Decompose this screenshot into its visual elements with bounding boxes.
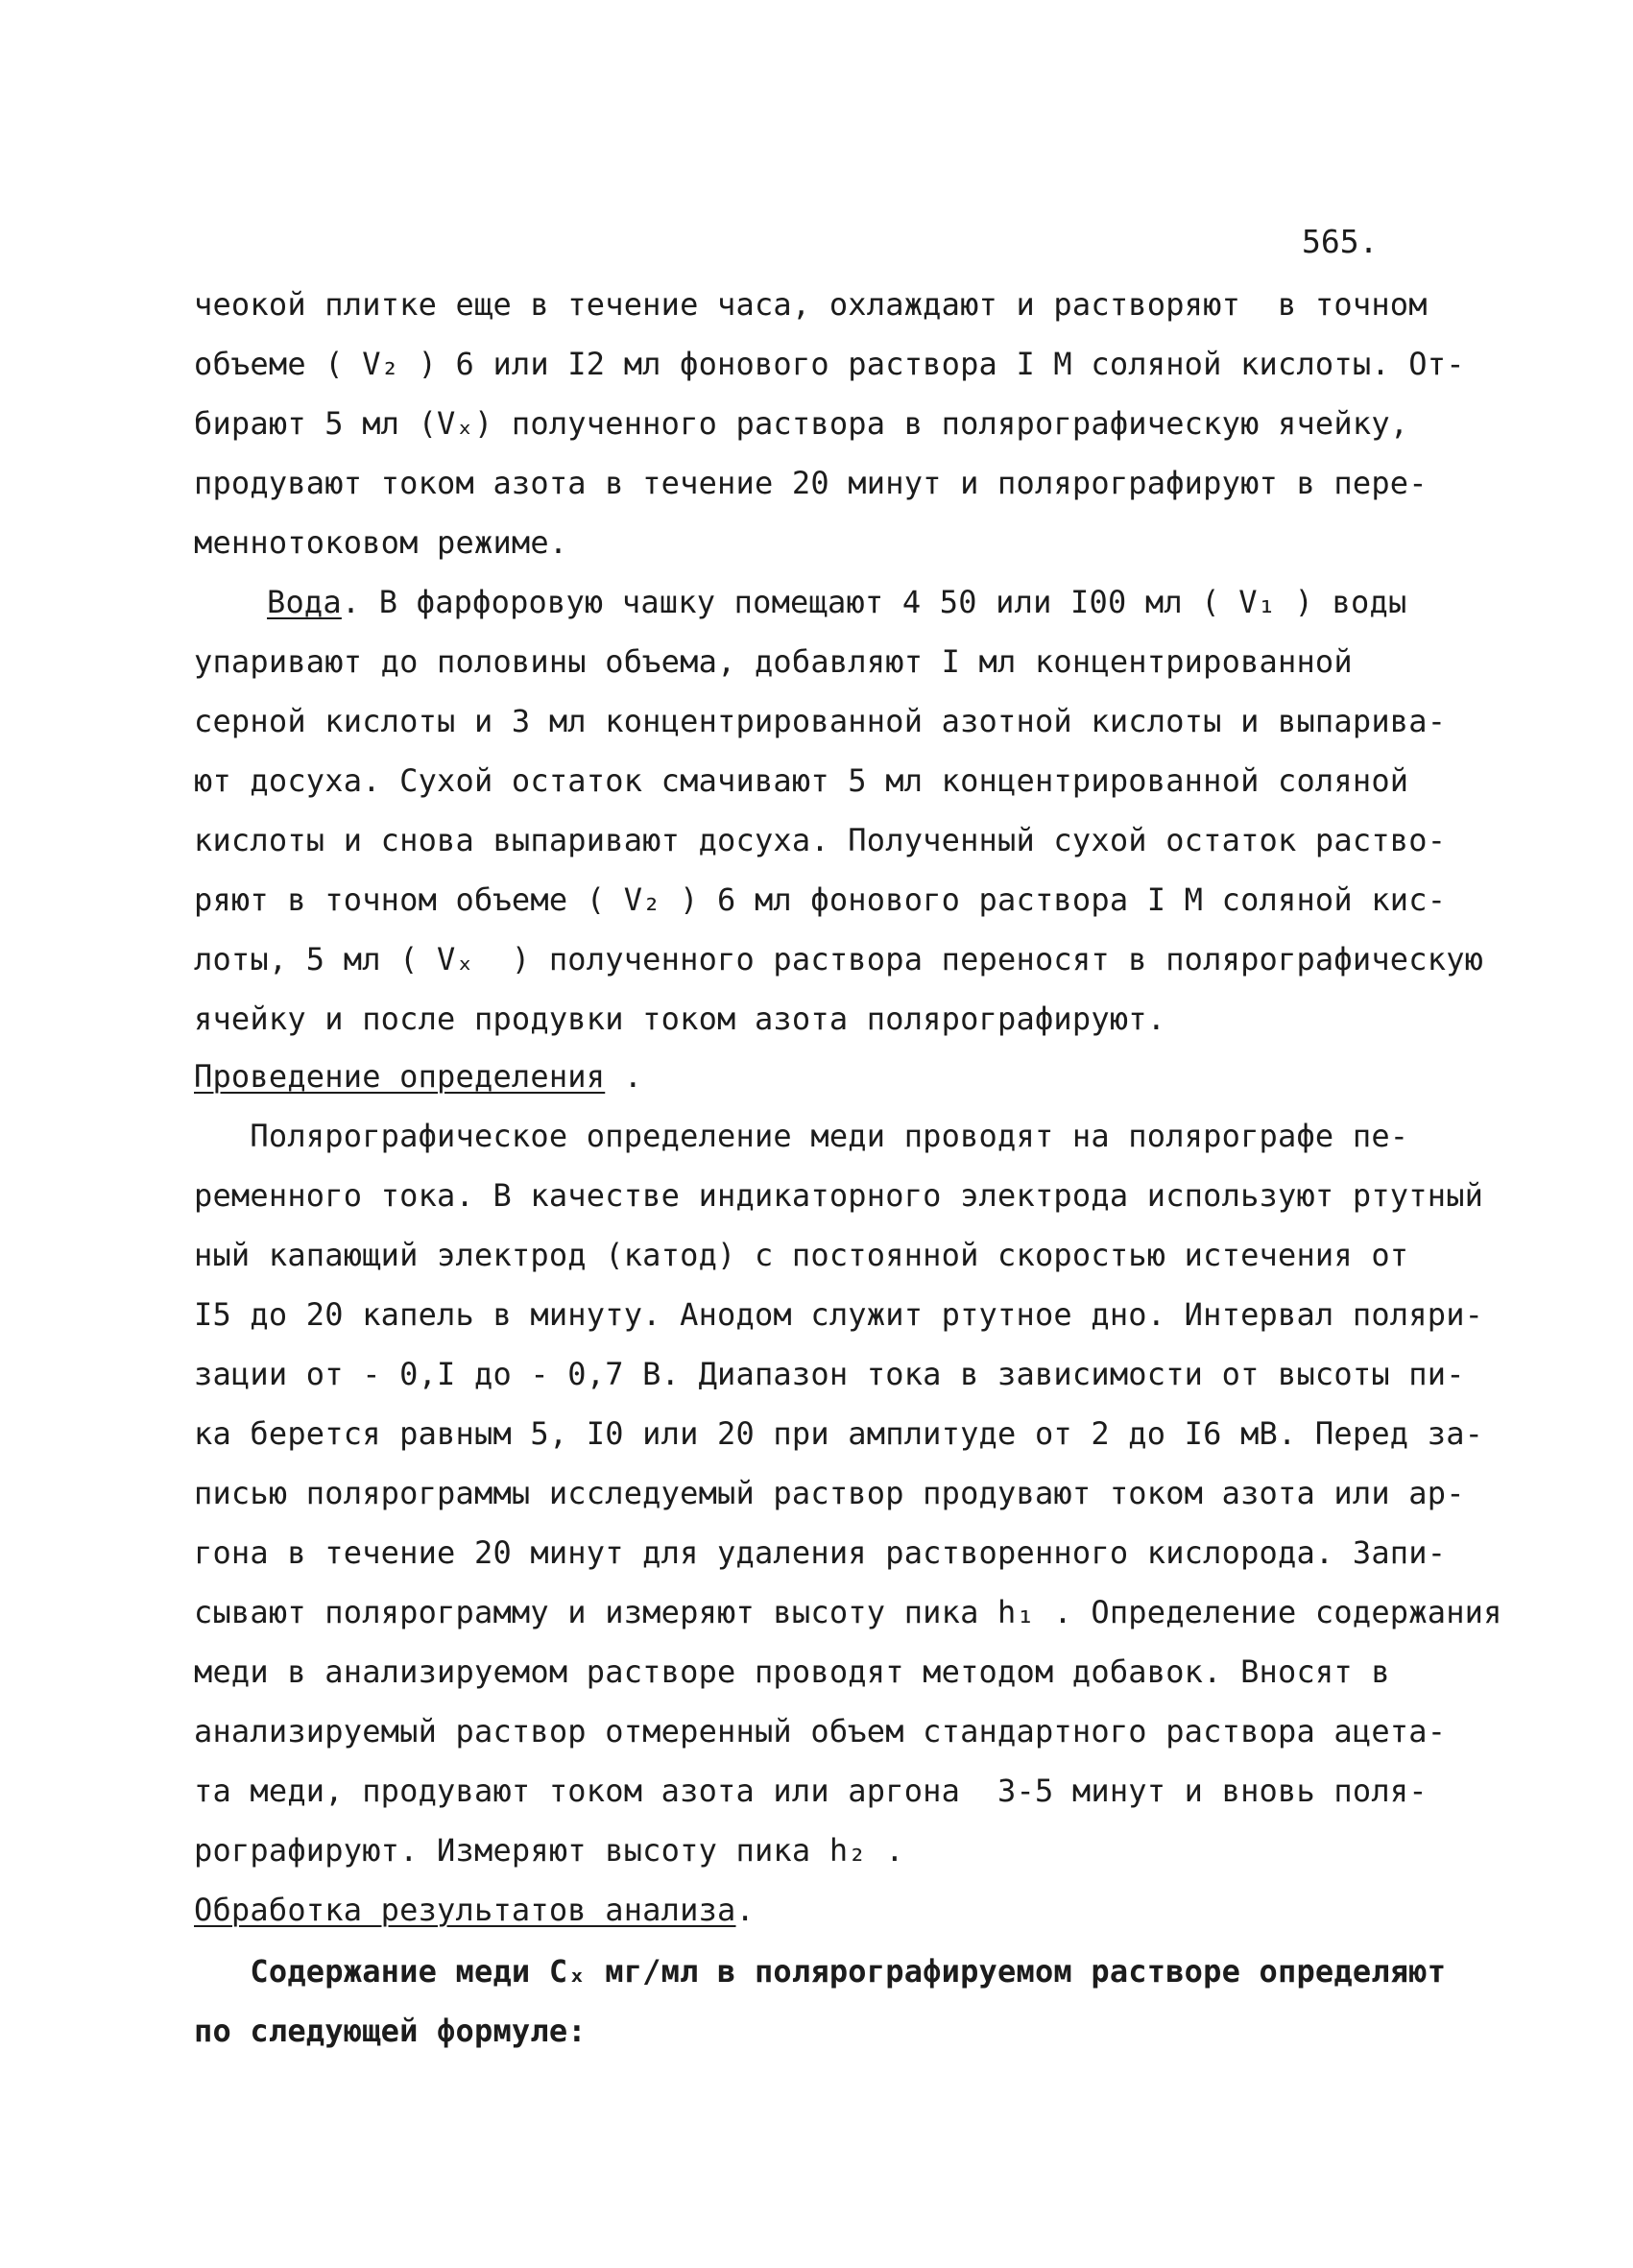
paragraph3-line-4: I5 до 20 капель в минуту. Анодом служит ртутное дно. Интервал поляри-: [194, 1296, 1484, 1333]
paragraph2-line-1: [267, 584, 1406, 620]
paragraph2-line-3: серной кислоты и 3 мл концентрированной азотной кислоты и выпарива-: [194, 703, 1447, 739]
paragraph3-line-3: ный капающий электрод (катод) с постоянной скоростью истечения от: [194, 1237, 1409, 1273]
paragraph3-line-6: ка берется равным 5, I0 или 20 при амплитуде от 2 до I6 мВ. Перед за-: [194, 1415, 1484, 1452]
paragraph2-line-6: ряют в точном объеме ( V₂ ) 6 мл фонового раствора I M соляной кис-: [194, 881, 1447, 918]
paragraph4-line-1: Содержание меди Cₓ мг/мл в полярографируемом растворе определяют: [194, 1953, 1447, 1990]
page-number: 565.: [1302, 223, 1379, 260]
water-label: Вода: [267, 584, 342, 620]
paragraph2-line-7: лоты, 5 мл ( Vₓ ) полученного раствора переносят в полярографическую: [194, 941, 1484, 977]
paragraph3-line-1: Полярографическое определение меди проводят на полярографе пе-: [194, 1118, 1409, 1154]
section-heading-results-suffix: .: [735, 1892, 755, 1928]
section-heading-procedure-text: Проведение определения: [194, 1058, 606, 1095]
paragraph2-first-rest: . В фарфоровую чашку помещают 4 50 или I00 мл ( V₁ ) воды: [341, 584, 1407, 620]
paragraph3-line-11: анализируемый раствор отмеренный объем стандартного раствора ацета-: [194, 1713, 1447, 1749]
paragraph3-line-12: та меди, продувают током азота или аргона 3-5 минут и вновь поля-: [194, 1773, 1428, 1809]
paragraph3-line-8: гона в течение 20 минут для удаления растворенного кислорода. Запи-: [194, 1534, 1447, 1571]
paragraph2-line-8: ячейку и после продувки током азота полярографируют.: [194, 1001, 1166, 1037]
section-heading-results: [194, 1892, 755, 1928]
paragraph3-line-13: рографируют. Измеряют высоту пика h₂ .: [194, 1832, 904, 1869]
paragraph2-line-2: упаривают до половины объема, добавляют I мл концентрированной: [194, 643, 1353, 680]
paragraph3-line-10: меди в анализируемом растворе проводят методом добавок. Вносят в: [194, 1653, 1390, 1690]
paragraph2-line-4: ют досуха. Сухой остаток смачивают 5 мл концентрированной соляной: [194, 762, 1409, 799]
paragraph1-line-2: объеме ( V₂ ) 6 или I2 мл фонового раствора I M соляной кислоты. От-: [194, 346, 1465, 382]
paragraph1-line-5: меннотоковом режиме.: [194, 524, 568, 561]
paragraph3-line-9: сывают полярограмму и измеряют высоту пика h₁ . Определение содержания: [194, 1594, 1502, 1630]
paragraph1-line-1: чеокой плитке еще в течение часа, охлаждают и растворяют в точном: [194, 286, 1428, 323]
section-heading-results-text: Обработка результатов анализа: [194, 1892, 736, 1928]
paragraph1-line-3: бирают 5 мл (Vₓ) полученного раствора в полярографическую ячейку,: [194, 405, 1409, 442]
section-heading-procedure: [194, 1058, 642, 1095]
paragraph3-line-2: ременного тока. В качестве индикаторного электрода используют ртутный: [194, 1177, 1484, 1214]
paragraph1-line-4: продувают током азота в течение 20 минут и полярографируют в пере-: [194, 465, 1428, 501]
paragraph2-line-5: кислоты и снова выпаривают досуха. Полученный сухой остаток раство-: [194, 822, 1447, 858]
section-heading-procedure-suffix: .: [605, 1058, 643, 1095]
paragraph4-line-2: по следующей формуле:: [194, 2013, 587, 2049]
paragraph3-line-5: зации от - 0,I до - 0,7 В. Диапазон тока в зависимости от высоты пи-: [194, 1356, 1465, 1392]
paragraph3-line-7: писью полярограммы исследуемый раствор продувают током азота или ар-: [194, 1475, 1465, 1511]
